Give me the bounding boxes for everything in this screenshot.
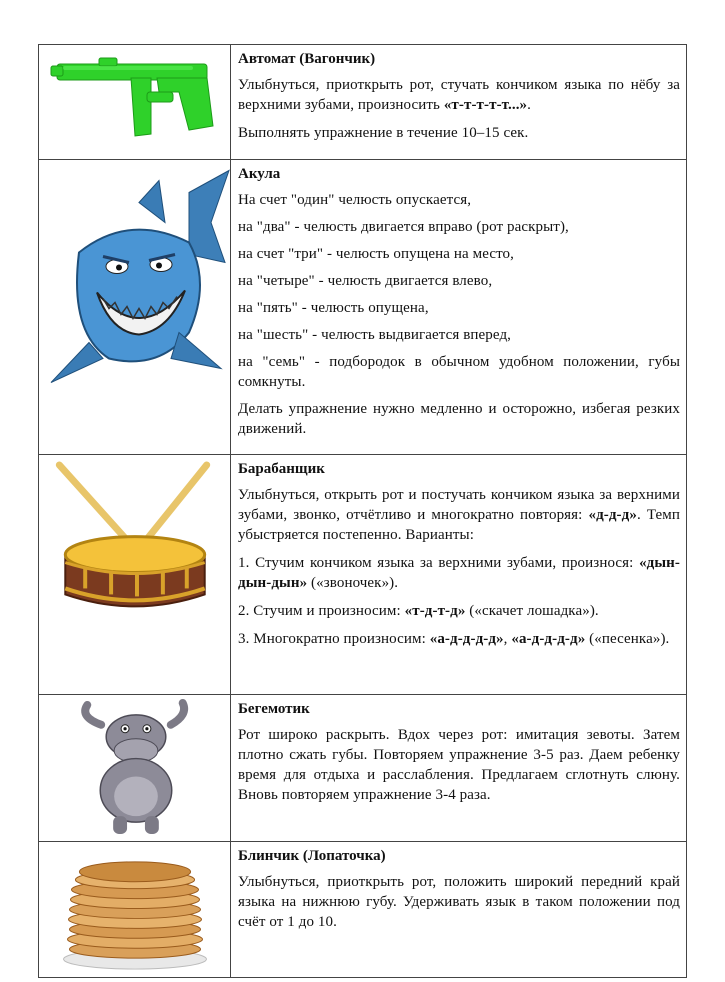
toy-gun-icon: [39, 45, 230, 159]
exercises-table: [38, 44, 687, 978]
exercise-text-cell: [231, 45, 687, 160]
exercise-row: [39, 695, 687, 842]
hippo-icon: [39, 695, 230, 841]
exercise-row: [39, 45, 687, 160]
exercise-paragraph: Выполнять упражнение в течение 10–15 сек.: [238, 125, 529, 141]
exercise-paragraph: 1. Стучим кончиком языка за верхними зубами, произнося: «дын-дын-дын» («звоночек»).: [238, 555, 680, 591]
exercise-line: На счет "один" челюсть опускается,: [238, 192, 472, 208]
exercise-title: Блинчик (Лопаточка): [238, 848, 386, 864]
exercise-text-cell: [231, 842, 687, 978]
exercise-line: на "два" - челюсть двигается вправо (рот раскрыт),: [238, 219, 569, 235]
shark-icon: [39, 160, 230, 454]
exercise-line: на счет "три" - челюсть опущена на место,: [238, 246, 514, 262]
exercise-line: на "пять" - челюсть опущена,: [238, 300, 429, 316]
exercise-text-cell: [231, 455, 687, 695]
exercise-title: Бегемотик: [238, 701, 310, 717]
exercise-paragraph: Улыбнуться, открыть рот и постучать кончиком языка за верхними зубами, звонко, отчётливо и многократно повторяя: «д-д-д». Темп убыстряется постепенно. Варианты:: [238, 487, 680, 543]
exercise-line: на "шесть" - челюсть выдвигается вперед,: [238, 327, 512, 343]
exercise-row: [39, 842, 687, 978]
exercise-title: Автомат (Вагончик): [238, 51, 376, 67]
exercise-paragraph: Рот широко раскрыть. Вдох через рот: имитация зевоты. Затем плотно сжать губы. Повторяем упражнение 3-5 раз. Даем ребенку время для отдыха и расслабления. Предлагаем сглотнуть слюну. Вновь повторяем упражнение 3-4 раза.: [238, 727, 680, 803]
exercise-row: [39, 160, 687, 455]
exercise-text-cell: [231, 160, 687, 455]
exercise-image-cell: [39, 160, 231, 455]
exercise-line: Делать упражнение нужно медленно и осторожно, избегая резких движений.: [238, 401, 680, 437]
exercise-line: на "семь" - подбородок в обычном удобном положении, губы сомкнуты.: [238, 354, 680, 390]
exercise-line: на "четыре" - челюсть двигается влево,: [238, 273, 493, 289]
exercise-row: [39, 455, 687, 695]
exercise-paragraph: Улыбнуться, приоткрыть рот, положить широкий передний край языка на нижнюю губу. Удерживать язык в таком положении под счёт от 1 до 10.: [238, 874, 680, 930]
drum-icon: [39, 455, 230, 694]
exercise-title: Барабанщик: [238, 461, 325, 477]
exercise-title: Акула: [238, 166, 281, 182]
exercise-image-cell: [39, 842, 231, 978]
exercise-paragraph: 3. Многократно произносим: «а-д-д-д-д», «а-д-д-д-д» («песенка»).: [238, 631, 670, 647]
exercise-paragraph: 2. Стучим и произносим: «т-д-т-д» («скачет лошадка»).: [238, 603, 599, 619]
pancakes-icon: [39, 842, 230, 977]
exercise-paragraph: Улыбнуться, приоткрыть рот, стучать кончиком языка по нёбу за верхними зубами, произносить «т-т-т-т-т...».: [238, 77, 680, 113]
exercise-image-cell: [39, 455, 231, 695]
exercise-image-cell: [39, 695, 231, 842]
exercise-image-cell: [39, 45, 231, 160]
exercise-text-cell: [231, 695, 687, 842]
